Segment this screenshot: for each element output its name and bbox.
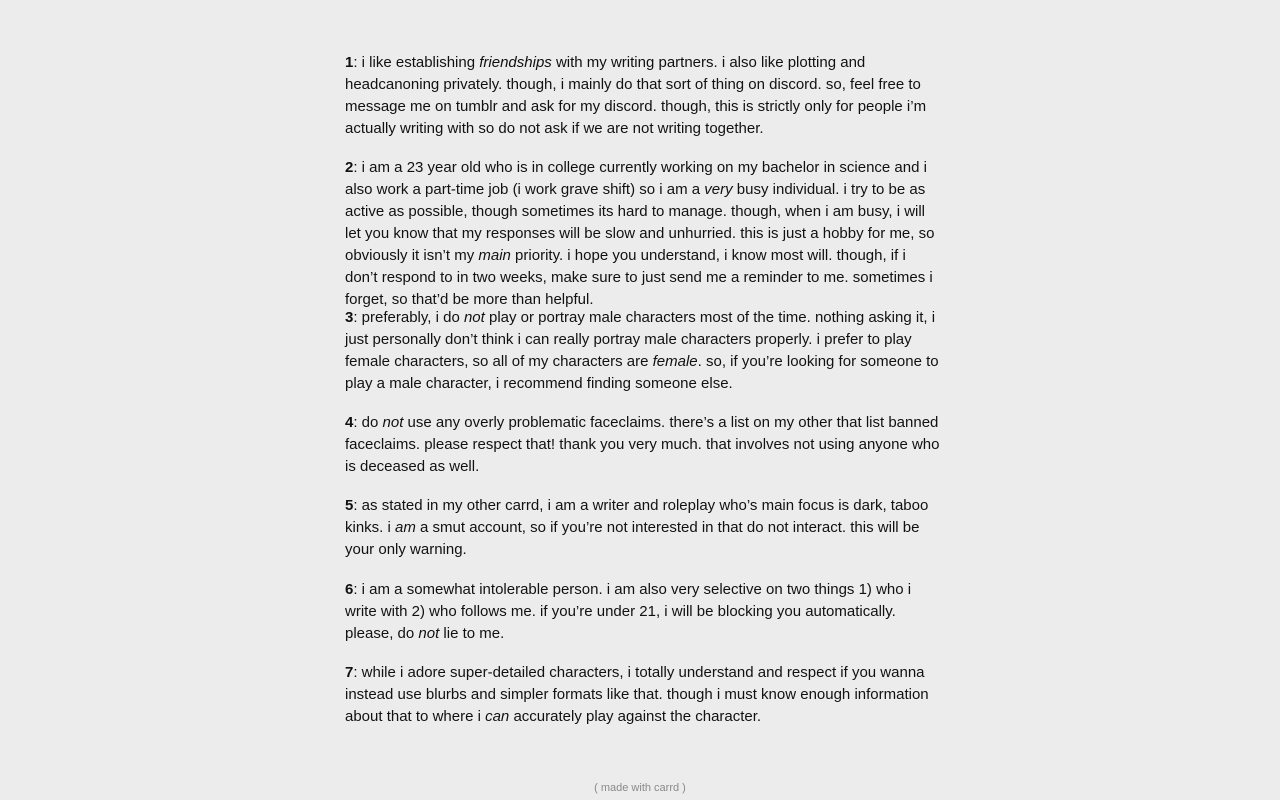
- rule-text: priority. i hope you understand, i know most will. though, if i don’t respond to in two weeks, make sure to just send me a reminder to me. sometimes i forget, so that’d be more than helpful.: [345, 247, 933, 308]
- rule-number: 1: [345, 54, 354, 71]
- rule-7: [345, 662, 940, 728]
- rule-emphasis: am: [395, 519, 416, 536]
- rule-text: : i am a somewhat intolerable person. i am also very selective on two things 1) who i write with 2) who follows me. if you’re under 21, i will be blocking you automatically. please, do: [345, 581, 912, 642]
- rule-number: 3: [345, 309, 354, 326]
- rule-3: [345, 307, 940, 395]
- rule-emphasis: not: [463, 309, 485, 326]
- rule-1: [345, 52, 940, 140]
- rules-list: [345, 52, 940, 728]
- made-with-carrd-credit[interactable]: ( made with carrd ): [594, 782, 686, 794]
- rule-text: lie to me.: [439, 625, 505, 642]
- rule-text: : i like establishing: [353, 54, 480, 71]
- rule-6: [345, 579, 940, 645]
- rule-4: [345, 412, 940, 478]
- rule-number: 2: [345, 159, 354, 176]
- rule-5: [345, 495, 940, 561]
- rule-text: accurately play against the character.: [509, 708, 762, 725]
- rule-emphasis: not: [418, 625, 440, 642]
- rule-text: : as stated in my other carrd, i am a writer and roleplay who’s main focus is dark, taboo kinks. i: [345, 497, 929, 536]
- rule-number: 4: [345, 414, 354, 431]
- rule-text: : i am a 23 year old who is in college currently working on my bachelor in science and i also work a part-time job (i work grave shift) so i am a: [345, 159, 927, 198]
- rule-emphasis: main: [478, 247, 511, 264]
- rule-text: : while i adore super-detailed characters, i totally understand and respect if you wanna instead use blurbs and simpler formats like that. though i must know enough information about that to where i: [345, 664, 929, 725]
- rule-emphasis: friendships: [479, 54, 552, 71]
- rule-number: 7: [345, 664, 354, 681]
- rule-emphasis: can: [485, 708, 510, 725]
- rule-text: a smut account, so if you’re not interested in that do not interact. this will be your only warning.: [345, 519, 920, 558]
- rule-text: : do: [353, 414, 383, 431]
- rule-text: busy individual. i try to be as active as possible, though sometimes its hard to manage. though, when i am busy, i will let you know that my responses will be slow and unhurried. this is just a hobby for me, so obviously it isn’t my: [345, 181, 935, 264]
- rule-text: with my writing partners. i also like plotting and headcanoning privately. though, i mainly do that sort of thing on discord. so, feel free to message me on tumblr and ask for my discord. though, this is strictly only for people i’m actually writing with so do not ask if we are not writing together.: [345, 54, 927, 137]
- rule-text: : preferably, i do: [353, 309, 464, 326]
- rule-text: . so, if you’re looking for someone to play a male character, i recommend finding someone else.: [345, 353, 939, 392]
- rule-number: 6: [345, 581, 354, 598]
- rule-text: play or portray male characters most of the time. nothing asking it, i just personally don’t think i can really portray male characters properly. i prefer to play female characters, so all of my characters are: [345, 309, 936, 370]
- rule-text: use any overly problematic faceclaims. there’s a list on my other that list banned faceclaims. please respect that! thank you very much. that involves not using anyone who is deceased as well.: [345, 414, 940, 475]
- rule-emphasis: not: [382, 414, 404, 431]
- rule-number: 5: [345, 497, 354, 514]
- rule-emphasis: very: [704, 181, 733, 198]
- rule-2: [345, 157, 940, 308]
- rule-emphasis: female: [652, 353, 698, 370]
